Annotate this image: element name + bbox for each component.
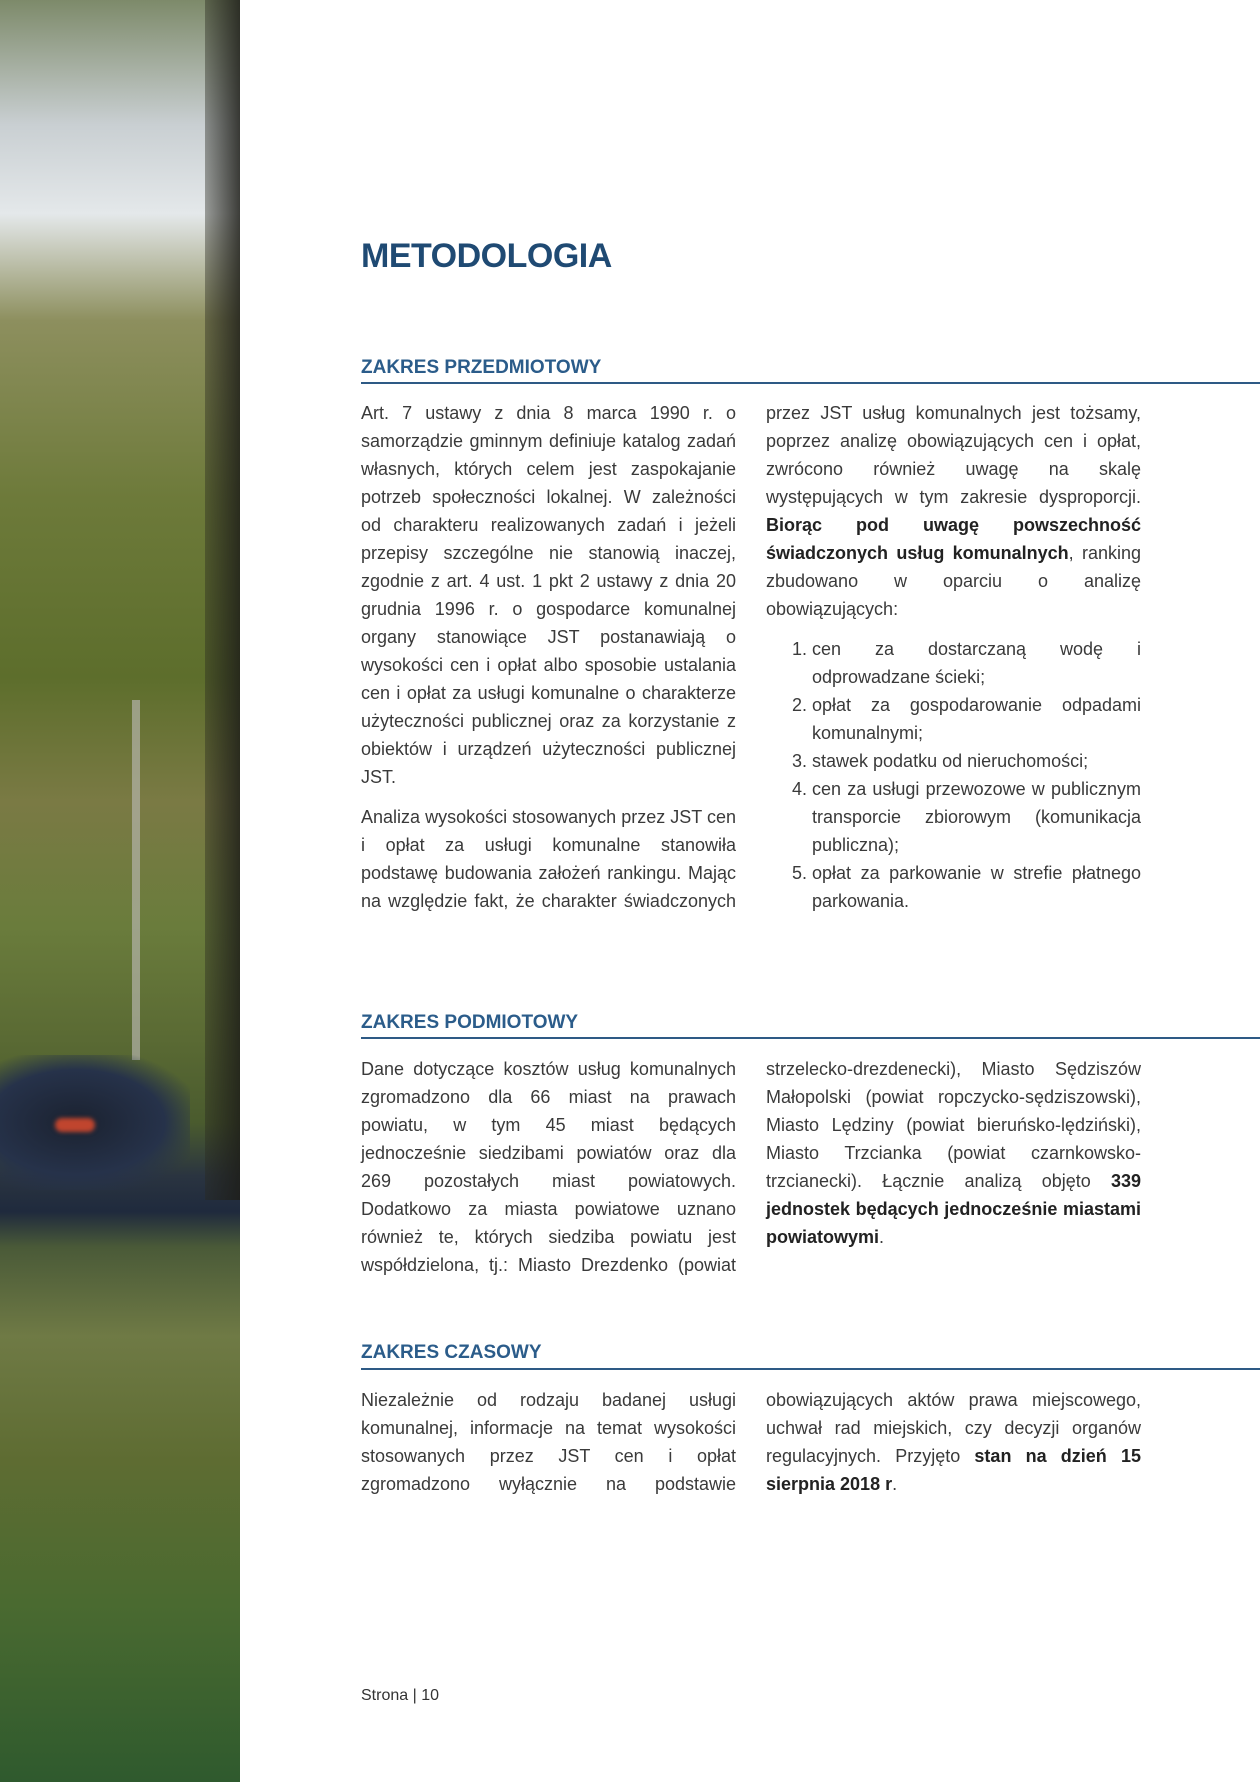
list-item: 4. cen za usługi przewozowe w publicznym transporcie zbiorowym (komunikacja publiczna); [812, 775, 1141, 859]
car-taillight [55, 1118, 95, 1132]
section-divider [361, 382, 1260, 384]
page-title: METODOLOGIA [361, 237, 612, 275]
criteria-list [766, 635, 1141, 915]
section-divider [361, 1368, 1260, 1370]
podmiotowy-text [361, 1055, 1141, 1279]
czasowy-text [361, 1386, 1141, 1504]
list-item: 3. stawek podatku od nieruchomości; [812, 747, 1141, 775]
section-heading-przedmiotowy: ZAKRES PRZEDMIOTOWY [361, 357, 602, 378]
list-item: 2. opłat za gospodarowanie odpadami komunalnymi; [812, 691, 1141, 747]
list-item: 1. cen za dostarczaną wodę i odprowadzane ścieki; [812, 635, 1141, 691]
tree-trunk [205, 0, 240, 1200]
section-heading-czasowy: ZAKRES CZASOWY [361, 1342, 542, 1363]
paragraph: Dane dotyczące kosztów usług komunalnych zgromadzono dla 66 miast na prawach powiatu, w tym 45 miast będących jednocześnie siedzibami powiatów oraz dla 269 pozostałych miast powiatowych. Dodatkowo za miasta powiatowe uznano również te, których siedziba powiatu jest współdzielona, tj.: Miasto Drezdenko (powiat strzelecko-drezdenecki), Miasto Sędziszów Małopolski (powiat ropczycko-sędziszowski), Miasto Lędziny (powiat bieruńsko-lędziński), Miasto Trzcianka (powiat czarnkowsko-trzcianecki). Łącznie analizą objęto 339 jednostek będących jednocześnie miastami powiatowymi. [361, 1059, 1141, 1275]
list-item: 5. opłat za parkowanie w strefie płatnego parkowania. [812, 859, 1141, 915]
przedmiotowy-text [361, 399, 1141, 915]
lamp-pole [132, 700, 140, 1060]
paragraph: Niezależnie od rodzaju badanej usługi komunalnej, informacje na temat wysokości stosowanych przez JST cen i opłat zgromadzono wyłącznie na podstawie obowiązujących aktów prawa miejscowego, uchwał rad miejskich, czy decyzji organów regulacyjnych. Przyjęto stan na dzień 15 sierpnia 2018 r. [361, 1390, 1141, 1494]
section-heading-podmiotowy: ZAKRES PODMIOTOWY [361, 1012, 579, 1033]
page-number: Strona | 10 [361, 1687, 439, 1704]
section-divider [361, 1037, 1260, 1039]
paragraph: Art. 7 ustawy z dnia 8 marca 1990 r. o samorządzie gminnym definiuje katalog zadań własnych, których celem jest zaspokajanie potrzeb społeczności lokalnej. W zależności od charakteru realizowanych zadań i jeżeli przepisy szczególne nie stanowią inaczej, zgodnie z art. 4 ust. 1 pkt 2 ustawy z dnia 20 grudnia 1996 r. o gospodarce komunalnej organy stanowiące JST postanawiają o wysokości cen i opłat albo sposobie ustalania cen i opłat za usługi komunalne o charakterze użyteczności publicznej oraz za korzystanie z obiektów i urządzeń użyteczności publicznej JST. [361, 403, 736, 787]
paragraph: Analiza wysokości stosowanych przez JST cen i opłat za usługi komunalne stanowiła podstawę budowania założeń rankingu. Mając na względzie fakt, że charakter świadczonych przez JST usług komunalnych jest tożsamy, poprzez analizę obowiązujących cen i opłat, zwrócono również uwagę na skalę występujących w tym zakresie dysproporcji. Biorąc pod uwagę powszechność świadczonych usług komunalnych, ranking zbudowano w oparciu o analizę obowiązujących: [361, 403, 1141, 911]
cover-photo-strip [0, 0, 240, 1782]
car [0, 1055, 190, 1190]
